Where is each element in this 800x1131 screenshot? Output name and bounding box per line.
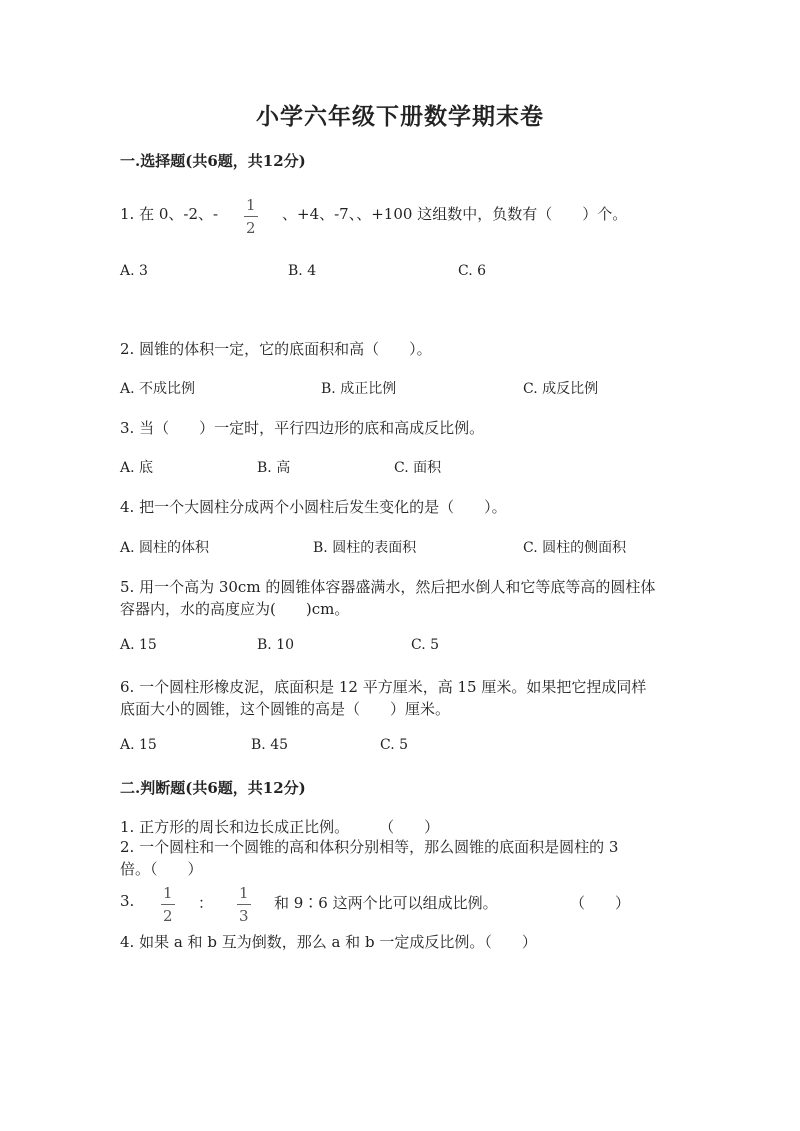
question-5-option-b[interactable]: B. 10 [257, 637, 295, 653]
question-3-option-b[interactable]: B. 高 [257, 460, 291, 476]
question-3-option-a[interactable]: A. 底 [120, 460, 154, 476]
fraction-one-half [243, 198, 259, 236]
question-2-option-c[interactable]: C. 成反比例 [523, 381, 599, 397]
fraction-numerator: 1 [239, 884, 249, 902]
question-1-text-start: 1. 在 0、-2、- [120, 205, 219, 223]
judgement-1-text: 1. 正方形的周长和边长成正比例。 （ ） [120, 818, 440, 836]
judgement-2-text-line-1: 2. 一个圆柱和一个圆锥的高和体积分别相等，那么圆锥的底面积是圆柱的 3 [120, 838, 619, 856]
ratio-colon: ： [198, 894, 214, 912]
question-4-option-b[interactable]: B. 圆柱的表面积 [313, 540, 417, 556]
question-1-text-end: 、+4、-7、、+100 这组数中，负数有（ ）个。 [282, 205, 628, 223]
question-6-text-line-2: 底面大小的圆锥，这个圆锥的高是（ ）厘米。 [120, 700, 451, 718]
judgement-4-text: 4. 如果 a 和 b 互为倒数，那么 a 和 b 一定成反比例。（ ） [120, 933, 537, 951]
question-4-text: 4. 把一个大圆柱分成两个小圆柱后发生变化的是（ ）。 [120, 498, 507, 516]
question-6-text-line-1: 6. 一个圆柱形橡皮泥，底面积是 12 平方厘米，高 15 厘米。如果把它捏成同样 [120, 678, 647, 696]
question-5-option-c[interactable]: C. 5 [411, 637, 440, 653]
question-1-option-c[interactable]: C. 6 [458, 263, 487, 279]
fraction-denominator: 3 [239, 907, 249, 925]
question-5-text-line-1: 5. 用一个高为 30cm 的圆锥体容器盛满水，然后把水倒人和它等底等高的圆柱体 [120, 578, 656, 596]
section-heading-judgement: 二.判断题(共6题，共12分) [120, 779, 306, 797]
question-4-option-c[interactable]: C. 圆柱的侧面积 [523, 540, 627, 556]
judgement-2-text-line-2: 倍。（ ） [120, 860, 203, 878]
question-6-option-b[interactable]: B. 45 [251, 737, 289, 753]
judgement-3-text: 和 9∶6 这两个比可以组成比例。 [274, 894, 498, 912]
page-title: 小学六年级下册数学期末卷 [256, 103, 544, 130]
question-2-text: 2. 圆锥的体积一定，它的底面积和高（ ）。 [120, 340, 432, 358]
judgement-3-answer-blank[interactable]: （ ） [570, 894, 631, 912]
judgement-3-number: 3. [120, 892, 135, 910]
question-5-text-line-2: 容器内，水的高度应为( )cm。 [120, 600, 350, 618]
question-1-option-a[interactable]: A. 3 [120, 263, 148, 279]
question-3-option-c[interactable]: C. 面积 [394, 460, 442, 476]
question-6-option-a[interactable]: A. 15 [120, 737, 157, 753]
question-6-option-c[interactable]: C. 5 [380, 737, 409, 753]
section-heading-choice: 一.选择题(共6题，共12分) [120, 152, 306, 170]
question-4-option-a[interactable]: A. 圆柱的体积 [120, 540, 210, 556]
question-3-text: 3. 当（ ）一定时，平行四边形的底和高成反比例。 [120, 419, 485, 437]
question-2-option-a[interactable]: A. 不成比例 [120, 381, 196, 397]
fraction-one-third [236, 886, 252, 924]
fraction-one-half [160, 886, 176, 924]
fraction-denominator: 2 [246, 219, 256, 237]
fraction-numerator: 1 [163, 884, 173, 902]
question-1-option-b[interactable]: B. 4 [288, 263, 317, 279]
fraction-denominator: 2 [163, 907, 173, 925]
question-2-option-b[interactable]: B. 成正比例 [321, 381, 397, 397]
question-5-option-a[interactable]: A. 15 [120, 637, 157, 653]
fraction-numerator: 1 [246, 196, 256, 214]
